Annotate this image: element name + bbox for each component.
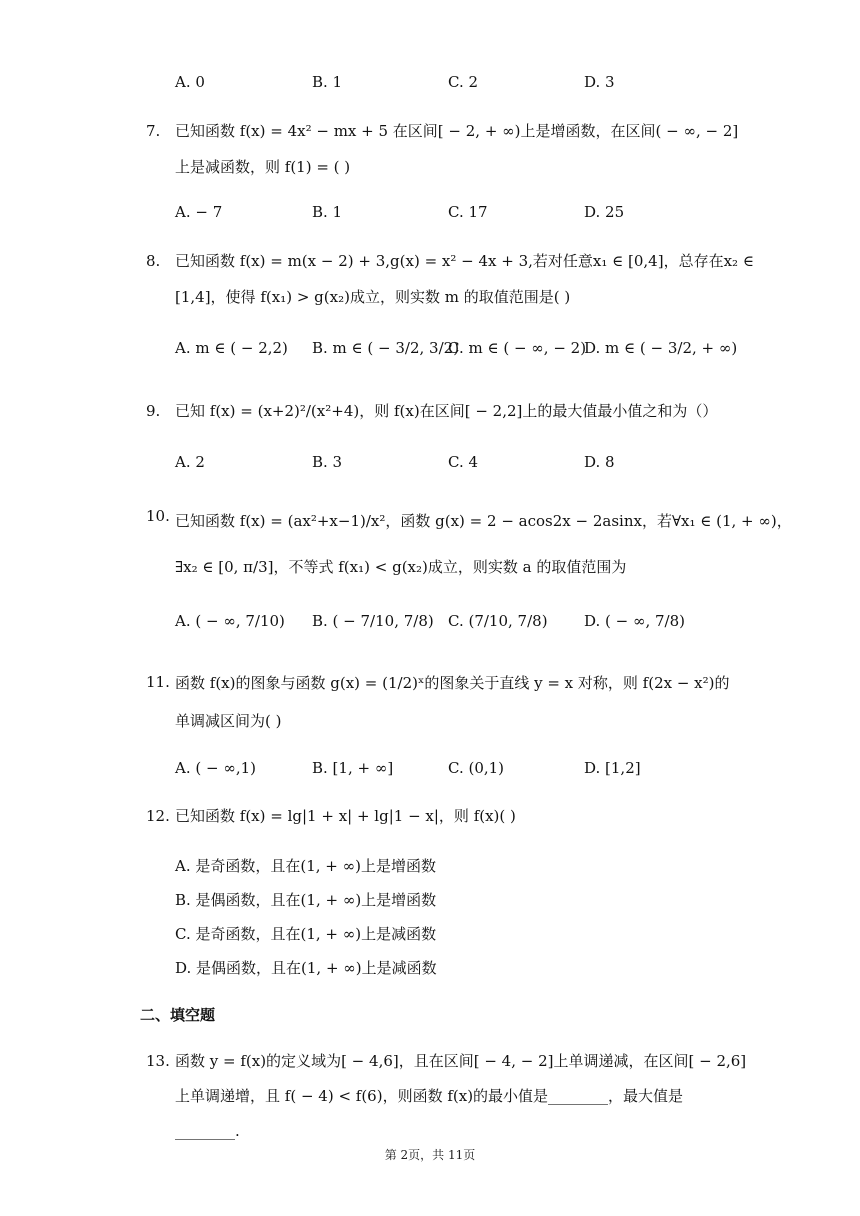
question-line: 已知函数 f(x) = lg|1 + x| + lg|1 − x|，则 f(x)( )	[175, 807, 516, 825]
q6-option-d: D. 3	[584, 73, 615, 91]
question-line: 函数 f(x)的图象与函数 g(x) = (1/2)ˣ的图象关于直线 y = x 对称，则 f(2x − x²)的	[175, 674, 730, 692]
question-stem	[175, 798, 735, 834]
q9-option-c: C. 4	[448, 453, 479, 471]
page-footer: 第 2页，共 11页	[384, 1148, 476, 1162]
q12-option-d: D. 是偶函数，且在(1, + ∞)上是减函数	[175, 959, 437, 977]
question-stem	[175, 498, 792, 590]
q7-option-d: D. 25	[584, 203, 625, 221]
question-stem	[175, 664, 735, 740]
q10-option-c: C. (7/10, 7/8)	[448, 612, 548, 630]
q8-option-b: B. m ∈ ( − 3/2, 3/2)	[312, 339, 460, 357]
question-line: [1,4]，使得 f(x₁) > g(x₂)成立，则实数 m 的取值范围是( )	[175, 288, 571, 306]
q9-option-b: B. 3	[312, 453, 343, 471]
q12-option-b: B. 是偶函数，且在(1, + ∞)上是增函数	[175, 891, 437, 909]
q9-option-a: A. 2	[175, 453, 205, 471]
question-line: 上单调递增，且 f( − 4) < f(6)，则函数 f(x)的最小值是________，最大值是	[175, 1087, 684, 1105]
q6-option-c: C. 2	[448, 73, 479, 91]
question-number: 7.	[146, 122, 161, 140]
question-number: 10.	[146, 507, 170, 525]
q8-option-d: D. m ∈ ( − 3/2, + ∞)	[584, 339, 738, 357]
q12-option-a: A. 是奇函数，且在(1, + ∞)上是增函数	[175, 857, 436, 875]
q9-option-d: D. 8	[584, 453, 615, 471]
q11-option-c: C. (0,1)	[448, 759, 505, 777]
question-stem	[175, 243, 754, 315]
q11-option-d: D. [1,2]	[584, 759, 641, 777]
question-line: 已知函数 f(x) = (ax²+x−1)/x²，函数 g(x) = 2 − acos2x − 2asinx，若∀x₁ ∈ (1, + ∞)，	[175, 512, 792, 530]
q11-option-a: A. ( − ∞,1)	[175, 759, 256, 777]
q6-option-b: B. 1	[312, 73, 343, 91]
question-number: 8.	[146, 252, 161, 270]
q12-option-c: C. 是奇函数，且在(1, + ∞)上是减函数	[175, 925, 437, 943]
question-number: 11.	[146, 673, 170, 691]
question-number: 9.	[146, 402, 161, 420]
q7-option-b: B. 1	[312, 203, 343, 221]
question-line: 函数 y = f(x)的定义域为[ − 4,6]，且在区间[ − 4, − 2]上单调递减，在区间[ − 2,6]	[175, 1052, 747, 1070]
question-number: 13.	[146, 1052, 170, 1070]
question-line: 上是减函数，则 f(1) = ( )	[175, 158, 351, 176]
q7-option-a: A. − 7	[175, 203, 223, 221]
q6-option-a: A. 0	[175, 73, 205, 91]
question-line: ________.	[175, 1122, 240, 1140]
question-line: 已知函数 f(x) = m(x − 2) + 3,g(x) = x² − 4x + 3,若对任意x₁ ∈ [0,4]，总存在x₂ ∈	[175, 252, 754, 270]
q7-option-c: C. 17	[448, 203, 488, 221]
question-line: 已知函数 f(x) = 4x² − mx + 5 在区间[ − 2, + ∞)上是增函数，在区间( − ∞, − 2]	[175, 122, 739, 140]
q11-option-b: B. [1, + ∞]	[312, 759, 394, 777]
question-stem	[175, 393, 735, 429]
q10-option-a: A. ( − ∞, 7/10)	[175, 612, 285, 630]
q10-option-b: B. ( − 7/10, 7/8)	[312, 612, 434, 630]
q8-option-a: A. m ∈ ( − 2,2)	[175, 339, 288, 357]
q10-option-d: D. ( − ∞, 7/8)	[584, 612, 686, 630]
question-number: 12.	[146, 807, 170, 825]
question-stem	[175, 1044, 747, 1149]
question-line: 已知 f(x) = (x+2)²/(x²+4)，则 f(x)在区间[ − 2,2]上的最大值最小值之和为（）	[175, 402, 718, 420]
question-line: ∃x₂ ∈ [0, π/3]，不等式 f(x₁) < g(x₂)成立，则实数 a 的取值范围为	[175, 558, 627, 576]
section-heading: 二、填空题	[140, 1006, 216, 1024]
question-line: 单调减区间为( )	[175, 712, 282, 730]
question-stem	[175, 113, 739, 185]
q8-option-c: C. m ∈ ( − ∞, − 2)	[448, 339, 587, 357]
